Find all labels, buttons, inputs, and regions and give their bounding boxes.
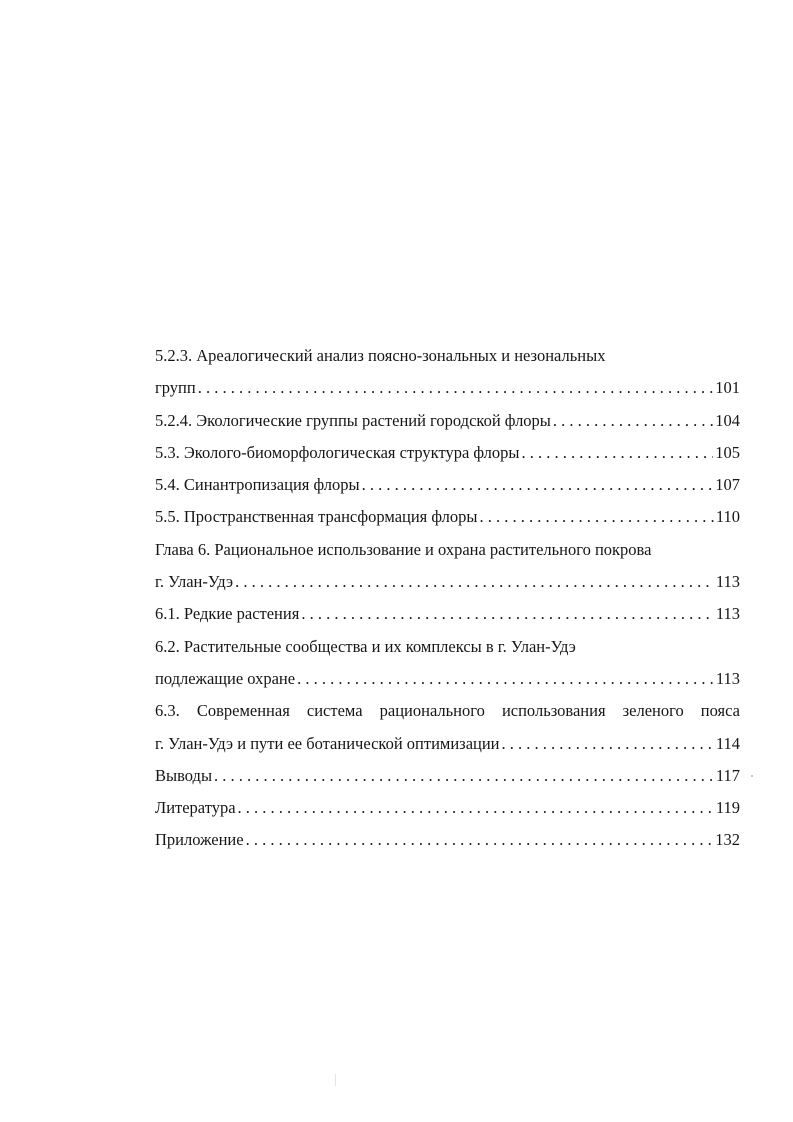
toc-entry-5-3: [155, 437, 740, 469]
toc-entry-6-3-line2: [155, 728, 740, 760]
toc-entry-6-3-line1: [155, 695, 740, 727]
toc-page-number: 105: [715, 442, 740, 462]
dot-leader: [301, 598, 714, 630]
toc-entry-title: Выводы: [155, 765, 213, 785]
toc-entry-5-5: [155, 501, 740, 533]
dot-leader: [297, 663, 714, 695]
toc-page-number: 114: [715, 733, 740, 753]
toc-entry-title: 5.5. Пространственная трансформация флоры: [155, 507, 478, 527]
toc-page-number: 107: [715, 475, 740, 495]
toc-page-number: 101: [715, 378, 740, 398]
toc-entry-title: 6.1. Редкие растения: [155, 604, 300, 624]
dot-leader: [246, 824, 714, 856]
dot-leader: [238, 792, 714, 824]
toc-entry-6-2-line2: [155, 663, 740, 695]
toc-entry-title: Приложение: [155, 830, 244, 850]
toc-entry-title: 6.2. Растительные сообщества и их комплексы в г. Улан-Удэ: [155, 636, 576, 656]
toc-entry-appendix: [155, 824, 740, 856]
dot-leader: [522, 437, 714, 469]
toc-page-number: 110: [715, 507, 740, 527]
toc-entry-title: Литература: [155, 798, 236, 818]
toc-page-number: 117: [715, 765, 740, 785]
toc-entry-5-2-3-line1: [155, 340, 740, 372]
toc-entry-5-4: [155, 469, 740, 501]
dot-leader: [480, 501, 714, 533]
toc-entry-title: подлежащие охране: [155, 668, 296, 688]
toc-page-number: 119: [715, 798, 740, 818]
toc-page-number: 104: [715, 410, 740, 430]
toc-entry-title: групп: [155, 378, 196, 398]
toc-entry-chapter-6-line2: [155, 566, 740, 598]
toc-entry-5-2-3-line2: [155, 372, 740, 404]
toc-entry-title: 5.4. Синантропизация флоры: [155, 475, 360, 495]
toc-entry-title: 5.2.4. Экологические группы растений городской флоры: [155, 410, 551, 430]
toc-entry-title: 5.3. Эколого-биоморфологическая структура флоры: [155, 442, 520, 462]
table-of-contents: [155, 340, 740, 857]
toc-entry-title: г. Улан-Удэ: [155, 572, 234, 592]
toc-page-number: 113: [715, 668, 740, 688]
toc-entry-6-2-line1: [155, 631, 740, 663]
dot-leader: [502, 728, 714, 760]
toc-page-number: 113: [715, 572, 740, 592]
dot-leader: [553, 405, 713, 437]
dot-leader: [198, 372, 714, 404]
toc-entry-title: Глава 6. Рациональное использование и охрана растительного покрова: [155, 539, 652, 559]
toc-entry-title: 6.3. Современная система рационального использования зеленого пояса: [155, 701, 740, 721]
toc-entry-5-2-4: [155, 405, 740, 437]
toc-entry-title: 5.2.3. Ареалогический анализ поясно-зональных и незональных: [155, 346, 606, 365]
dot-leader: [362, 469, 714, 501]
toc-page-number: 113: [715, 604, 740, 624]
scan-speck: [335, 1074, 336, 1086]
toc-entry-literature: [155, 792, 740, 824]
toc-entry-6-1: [155, 598, 740, 630]
toc-entry-title: г. Улан-Удэ и пути ее ботанической оптимизации: [155, 733, 500, 753]
scan-speck: [751, 775, 753, 777]
toc-page-number: 132: [715, 830, 740, 850]
dot-leader: [214, 760, 714, 792]
toc-entry-chapter-6-line1: [155, 534, 740, 566]
toc-entry-conclusions: [155, 760, 740, 792]
dot-leader: [235, 566, 714, 598]
